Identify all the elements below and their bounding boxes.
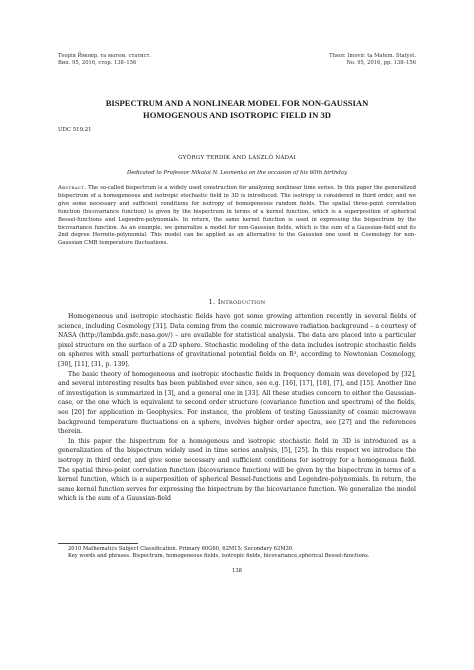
abstract-text: The so-called bispectrum is a widely used construction for analyzing nonlinear time series. In this paper the generalized bispectrum of a homogeneous and isotropic stochastic field in 3D is introduced. The isotropy is considered in third order, and we give some necessary and sufficient conditions for isotropy of homogeneous random fields. The spatial three-point correlation function (bicovariance function) is given by the bispectrum in terms of a kernel function, which is a superposition of spherical Bessel-functions and Legendre-polynomials. In return, the same kernel function is used in expressing the bispectrum by the bicovariance function. As an example, we generalize a model for non-Gaussian fields, which is the sum of a Gaussian-field and its 2nd degree Hermite-polynomial. This model can be applied as an alternative to the Gaussian one used in Cosmology for non-Gaussian CMB temperature fluctuations.: [58, 185, 417, 247]
running-header-left: [58, 53, 151, 67]
footnote-keywords: Key words and phrases. Bispectrum, homogeneous fields, isotropic fields, bicovariance,spherical Bessel-functions.: [68, 553, 370, 560]
title-line-2: HOMOGENOUS AND ISOTROPIC FIELD IN 3D: [143, 110, 331, 120]
authors: GYÖRGY TERDIK AND LÁSZLÓ NÁDAI: [178, 155, 296, 161]
introduction-body: [58, 312, 416, 504]
footnote-rule: [58, 543, 138, 544]
title-line-1: BISPECTRUM AND A NONLINEAR MODEL FOR NON-GAUSSIAN: [105, 98, 369, 108]
header-left-line-1: Теорія Ймовір. та матем. статист.: [58, 53, 152, 59]
header-right-line-1: Theor. Imovir. ta Matem. Statyst.: [329, 53, 416, 59]
footnote-msc: 2010 Mathematics Subject Classification. Primary 60G60, 62M15; Secondary 62M30.: [68, 546, 294, 552]
running-header-right: [329, 53, 416, 67]
footnotes: [58, 546, 416, 561]
paper-title: [40, 97, 434, 121]
paragraph: Homogeneous and isotropic stochastic fields have got some growing attention recently in several fields of science, including Cosmology [31]. Data coming from the cosmic microwave radiation background – a courtesy of NASA (http://lambda.gsfc.nasa.gov/) – are available for statistical analysis. The data are placed into a particular pixel structure on the surface of a 2D sphere. Stochastic modeling of the data includes isotropic stochastic fields on spheres with small perturbations of gravitational potential fields on R³, according to Newtonian Cosmology, [30], [11], [31, p. 139].: [58, 313, 416, 368]
abstract-label: Abstract.: [58, 185, 87, 191]
section-heading-introduction: 1. Introduction: [208, 298, 266, 306]
header-right-line-2: No. 95, 2016, pp. 138–156: [346, 60, 416, 66]
paragraph: In this paper the bispectrum for a homogenous and isotropic stochastic field in 3D is introduced as a generalization of the bispectrum widely used in time series analysis, [5], [25]. In this respect we introduce the isotropy in third order, and give some necessary and sufficient conditions for isotropy for a homogenous field. The spatial three-point correlation function (bicovariance function) will be given by the bispectrum in terms of a kernel function, which is a superposition of spherical Bessel-functions and Legendre-polynomials. In return, the same kernel function serves for expressing the bispectrum by the bicovariance function. We generalize the model which is the sum of a Gaussian-field: [58, 437, 416, 503]
header-left-line-2: Вип. 95, 2016, стор. 138–156: [58, 60, 137, 66]
page-number: 138: [232, 568, 242, 574]
udc-code: UDC 519.21: [58, 127, 92, 133]
abstract: [58, 185, 416, 248]
dedication: Dedicated to Professor Nikolai N. Leonenko on the occasion of his 60th birthday: [126, 170, 348, 176]
paragraph: The basic theory of homogeneous and isotropic stochastic fields in frequency domain was developed by [32], and several interesting results has been published ever since, see e.g. [16], [17], [18], [7], and [15]. Another line of investigation is summarized in [3], and a general one in [33]. All these studies concern to either the Gaussian-case, or the one which is equivalent to second order structure (covariance function and spectrum) of the fields, see [20] for application in Geophysics. For instance, the problem of testing Gaussianity of cosmic microwave background temperature fluctuations on a sphere, involves higher order spectra, see [27] and the references therein.: [58, 370, 416, 436]
